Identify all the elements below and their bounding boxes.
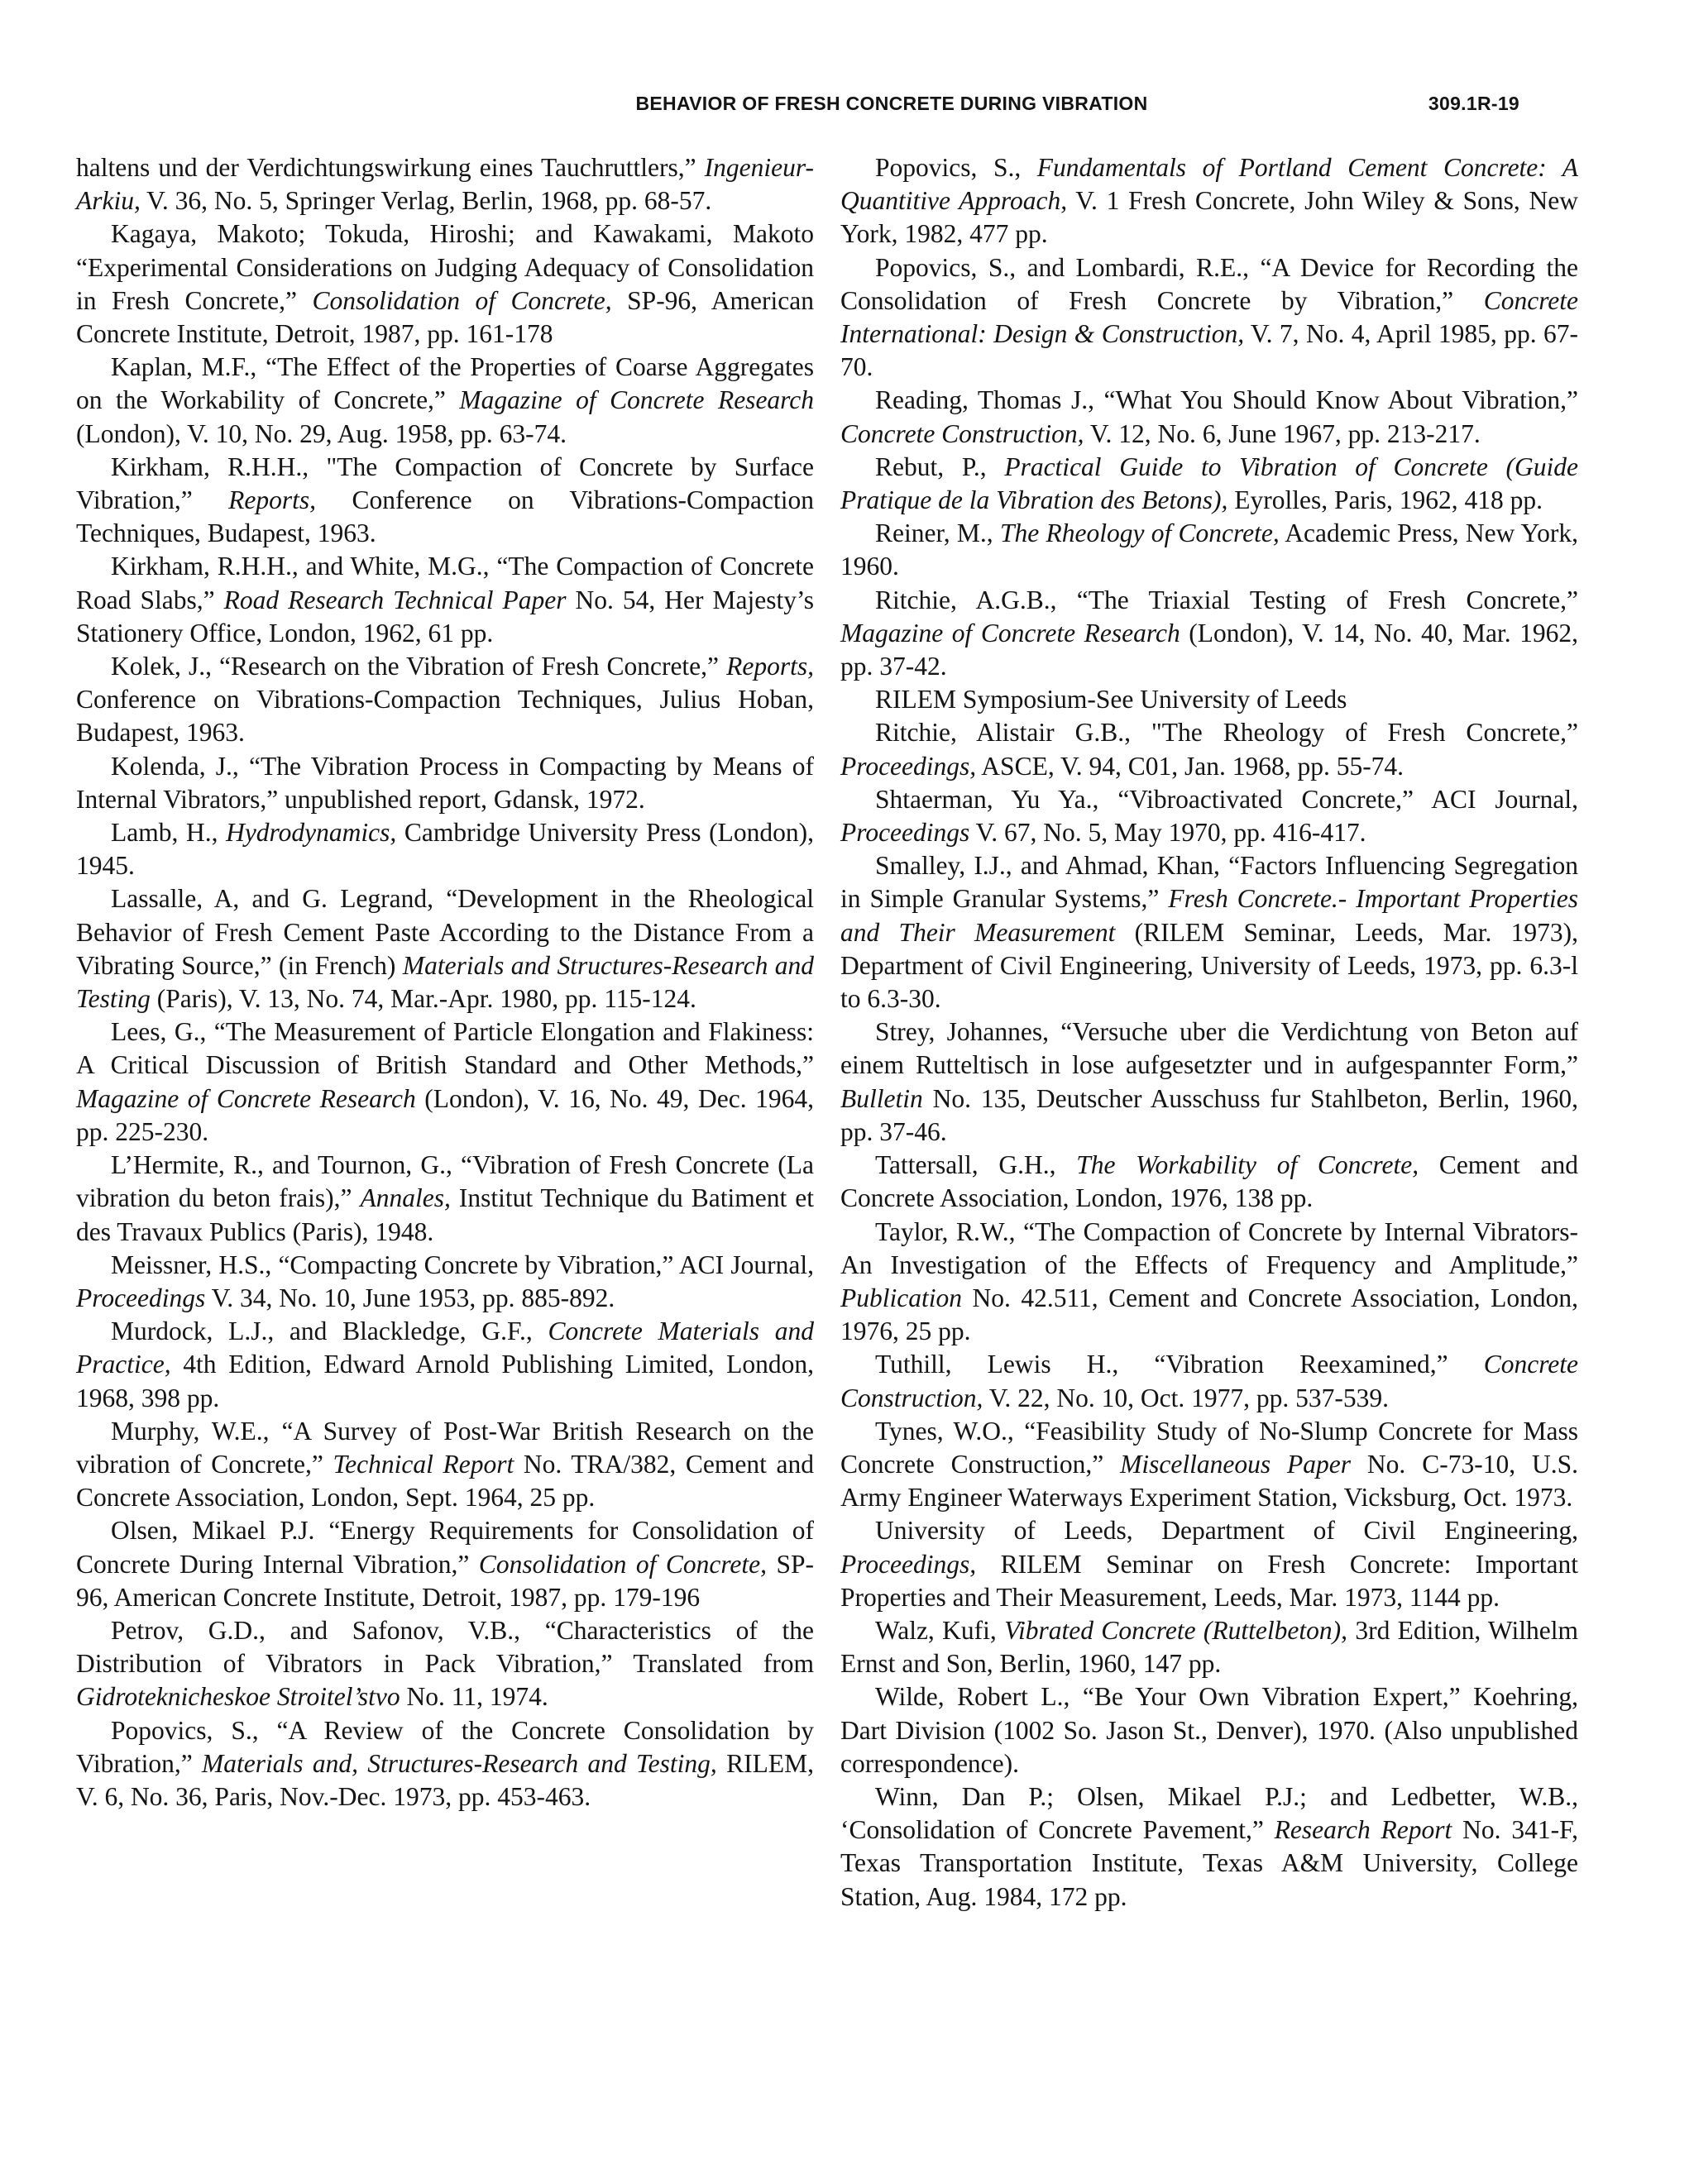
- reference-text: ASCE, V. 94, C01, Jan. 1968, pp. 55-74.: [976, 751, 1404, 781]
- reference-text: Murdock, L.J., and Blackledge, G.F.,: [111, 1317, 548, 1346]
- reference-entry: [840, 1514, 1578, 1614]
- reference-text: Murphy, W.E., “A Survey of Post-War British Research on the vibration of Concrete,”: [76, 1416, 814, 1479]
- reference-entry: [840, 683, 1578, 716]
- reference-title: Magazine of Concrete Research: [459, 385, 814, 415]
- reference-text: V. 67, No. 5, May 1970, pp. 416-417.: [969, 818, 1366, 848]
- reference-text: Kirkham, R.H.H., and White, M.G., “The Compaction of Concrete Road Slabs,”: [76, 552, 814, 614]
- reference-entry: [76, 1514, 814, 1614]
- reference-title: Miscellaneous Paper: [1120, 1449, 1351, 1479]
- reference-text: Cement and Concrete Association, London, 1976, 138 pp.: [840, 1150, 1578, 1213]
- reference-text: Smalley, I.J., and Ahmad, Khan, “Factors Influencing Segregation in Simple Granular Systems,”: [840, 851, 1578, 914]
- reference-entry: [840, 849, 1578, 1016]
- reference-title: Hydrodynamics,: [226, 818, 397, 848]
- reference-text: V. 36, No. 5, Springer Verlag, Berlin, 1968, pp. 68-57.: [140, 186, 712, 216]
- reference-text: Popovics, S., and Lombardi, R.E., “A Device for Recording the Consolidation of Fresh Concrete by Vibration,”: [840, 252, 1578, 315]
- reference-title: Ingenieur-Arkiu,: [76, 153, 814, 216]
- reference-text: Ritchie, Alistair G.B., "The Rheology of Fresh Concrete,”: [875, 718, 1578, 748]
- reference-text: L’Hermite, R., and Tournon, G., “Vibration of Fresh Concrete (La vibration du beton frais),”: [76, 1150, 814, 1213]
- reference-entry: [840, 716, 1578, 782]
- reference-text: Popovics, S.,: [875, 153, 1037, 182]
- reference-text: Tattersall, G.H.,: [875, 1150, 1077, 1180]
- reference-text: Kolenda, J., “The Vibration Process in Compacting by Means of Internal Vibrators,” unpublished report, Gdansk, 1972.: [76, 751, 814, 814]
- reference-text: haltens und der Verdichtungswirkung eines Tauchruttlers,”: [76, 153, 705, 182]
- reference-title: Fresh Concrete.- Important Properties and Their Measurement: [840, 884, 1579, 947]
- reference-text: Petrov, G.D., and Safonov, V.B., “Characteristics of the Distribution of Vibrators in Pack Vibration,” Translated from: [76, 1615, 814, 1679]
- reference-entry: [840, 1016, 1578, 1149]
- reference-entry: [76, 1016, 814, 1149]
- reference-title: Reports,: [228, 485, 317, 515]
- reference-entry: [840, 1149, 1578, 1215]
- reference-title: Proceedings,: [840, 1549, 977, 1579]
- reference-text: Reiner, M.,: [875, 519, 1000, 548]
- reference-entry: [76, 650, 814, 750]
- reference-entry: [840, 251, 1578, 385]
- reference-entry: [840, 384, 1578, 450]
- reference-title: Concrete International: Design & Construction,: [840, 285, 1578, 349]
- reference-entry: [76, 1149, 814, 1249]
- reference-entry: [76, 351, 814, 451]
- running-header: [0, 93, 1694, 126]
- page-number: 309.1R-19: [1428, 93, 1519, 114]
- reference-text: Kagaya, Makoto; Tokuda, Hiroshi; and Kawakami, Makoto “Experimental Considerations on Judging Adequacy of Consolidation in Fresh Concrete,”: [76, 219, 814, 315]
- reference-text: RILEM Symposium-See University of Leeds: [875, 685, 1347, 714]
- reference-entry: [840, 584, 1578, 684]
- reference-text: Eyrolles, Paris, 1962, 418 pp.: [1227, 485, 1543, 515]
- reference-text: (London), V. 10, No. 29, Aug. 1958, pp. 63-74.: [76, 418, 567, 448]
- reference-entry: [76, 550, 814, 650]
- reference-text: No. C-73-10, U.S. Army Engineer Waterways Experiment Station, Vicksburg, Oct. 1973.: [840, 1449, 1579, 1513]
- reference-text: RILEM Seminar on Fresh Concrete: Important Properties and Their Measurement, Leeds, Mar. 1973, 1144 pp.: [840, 1549, 1578, 1612]
- reference-text: Reading, Thomas J., “What You Should Know About Vibration,”: [875, 385, 1578, 415]
- reference-title: Magazine of Concrete Research: [76, 1083, 416, 1113]
- reference-title: Publication: [840, 1283, 962, 1312]
- reference-title: Materials and, Structures-Research and Testing,: [202, 1748, 717, 1778]
- reference-entry: [76, 750, 814, 816]
- reference-title: Proceedings,: [840, 751, 977, 781]
- reference-text: V. 7, No. 4, April 1985, pp. 67-70.: [840, 319, 1578, 382]
- reference-text: SP-96, American Concrete Institute, Detroit, 1987, pp. 161-178: [76, 285, 814, 349]
- reference-title: Reports,: [726, 652, 814, 681]
- reference-text: 4th Edition, Edward Arnold Publishing Limited, London, 1968, 398 pp.: [76, 1350, 814, 1412]
- reference-text: (RILEM Seminar, Leeds, Mar. 1973), Department of Civil Engineering, University of Leeds, 1973, pp. 6.3-l to 6.3-30.: [840, 917, 1579, 1014]
- reference-title: Consolidation of Concrete,: [478, 1549, 768, 1579]
- reference-entry: [76, 1614, 814, 1714]
- reference-title: Materials and Structures-Research and Testing: [76, 950, 814, 1014]
- reference-text: Wilde, Robert L., “Be Your Own Vibration Expert,” Koehring, Dart Division (1002 So. Jason St., Denver), 1970. (Also unpublished correspondence).: [840, 1682, 1578, 1778]
- reference-text: Taylor, R.W., “The Compaction of Concrete by Internal Vibrators-An Investigation of the Effects of Frequency and Amplitude,”: [840, 1216, 1578, 1279]
- reference-title: Research Report: [1274, 1815, 1452, 1845]
- reference-text: Rebut, P.,: [875, 452, 1005, 481]
- reference-column-right: [840, 151, 1578, 1914]
- reference-entry: [840, 1680, 1578, 1780]
- reference-title: Bulletin: [840, 1083, 923, 1113]
- reference-text: Institut Technique du Batiment et des Travaux Publics (Paris), 1948.: [76, 1183, 814, 1246]
- reference-title: Road Research Technical Paper: [223, 585, 567, 614]
- reference-title: Vibrated Concrete (Ruttelbeton),: [1004, 1615, 1347, 1645]
- reference-title: Concrete Construction,: [840, 418, 1084, 448]
- reference-title: Gidroteknicheskoe Stroitel’stvo: [76, 1682, 400, 1712]
- reference-text: Meissner, H.S., “Compacting Concrete by Vibration,” ACI Journal,: [111, 1250, 814, 1279]
- reference-text: No. 42.511, Cement and Concrete Association, London, 1976, 25 pp.: [840, 1283, 1578, 1346]
- reference-title: Concrete Construction,: [840, 1350, 1578, 1412]
- reference-title: The Workability of Concrete,: [1076, 1150, 1419, 1180]
- reference-entry: [840, 151, 1578, 251]
- reference-text: (London), V. 16, No. 49, Dec. 1964, pp. 225-230.: [76, 1083, 814, 1146]
- reference-title: Annales,: [360, 1183, 451, 1213]
- reference-entry: [76, 1249, 814, 1315]
- reference-text: Walz, Kufi,: [875, 1615, 1005, 1645]
- reference-entry: [840, 517, 1578, 583]
- reference-text: Lees, G., “The Measurement of Particle Elongation and Flakiness: A Critical Discussion of British Standard and Other Methods,”: [76, 1017, 814, 1080]
- reference-text: (London), V. 14, No. 40, Mar. 1962, pp. 37-42.: [840, 618, 1578, 681]
- reference-text: Olsen, Mikael P.J. “Energy Requirements for Consolidation of Concrete During Internal Vibration,”: [76, 1516, 814, 1579]
- reference-text: Cambridge University Press (London), 1945.: [76, 818, 814, 881]
- reference-text: No. TRA/382, Cement and Concrete Association, London, Sept. 1964, 25 pp.: [76, 1449, 814, 1513]
- reference-text: No. 341-F, Texas Transportation Institute, Texas A&M University, College Station, Aug. 1984, 172 pp.: [840, 1815, 1578, 1911]
- reference-text: Conference on Vibrations-Compaction Techniques, Budapest, 1963.: [76, 485, 814, 548]
- reference-text: V. 12, No. 6, June 1967, pp. 213-217.: [1084, 418, 1481, 448]
- reference-text: No. 11, 1974.: [400, 1682, 548, 1712]
- reference-entry: [76, 882, 814, 1016]
- reference-text: Tuthill, Lewis H., “Vibration Reexamined,”: [875, 1350, 1484, 1379]
- reference-title: Proceedings: [76, 1283, 206, 1312]
- reference-text: SP-96, American Concrete Institute, Detroit, 1987, pp. 179-196: [76, 1549, 815, 1612]
- reference-text: Popovics, S., “A Review of the Concrete Consolidation by Vibration,”: [76, 1715, 814, 1778]
- reference-entry: [840, 1216, 1578, 1349]
- reference-text: V. 22, No. 10, Oct. 1977, pp. 537-539.: [983, 1383, 1389, 1412]
- reference-text: Kolek, J., “Research on the Vibration of Fresh Concrete,”: [111, 652, 727, 681]
- reference-title: The Rheology of Concrete,: [999, 519, 1280, 548]
- reference-entry: [840, 1415, 1578, 1515]
- reference-text: Lassalle, A, and G. Legrand, “Development in the Rheological Behavior of Fresh Cement Paste According to the Distance From a Vibrating Source,” (in French): [76, 884, 814, 980]
- reference-title: Proceedings: [840, 818, 970, 848]
- reference-entry: [840, 1614, 1578, 1680]
- reference-entry: [840, 1348, 1578, 1414]
- reference-text: Tynes, W.O., “Feasibility Study of No-Slump Concrete for Mass Concrete Construction,”: [840, 1416, 1578, 1479]
- reference-text: Conference on Vibrations-Compaction Techniques, Julius Hoban, Budapest, 1963.: [76, 685, 814, 748]
- reference-text: Winn, Dan P.; Olsen, Mikael P.J.; and Ledbetter, W.B., ‘Consolidation of Concrete Pavement,”: [840, 1781, 1578, 1845]
- reference-title: Fundamentals of Portland Cement Concrete: A Quantitive Approach,: [840, 153, 1579, 216]
- reference-text: Shtaerman, Yu Ya., “Vibroactivated Concrete,” ACI Journal,: [875, 784, 1578, 814]
- reference-text: University of Leeds, Department of Civil Engineering,: [875, 1516, 1578, 1546]
- running-title: BEHAVIOR OF FRESH CONCRETE DURING VIBRATION: [635, 93, 1148, 114]
- reference-entry: [76, 1415, 814, 1515]
- reference-text: V. 34, No. 10, June 1953, pp. 885-892.: [205, 1283, 615, 1312]
- reference-text: Kirkham, R.H.H., "The Compaction of Concrete by Surface Vibration,”: [76, 452, 814, 515]
- reference-text: Ritchie, A.G.B., “The Triaxial Testing of Fresh Concrete,”: [875, 585, 1578, 614]
- reference-entry: [76, 816, 814, 882]
- reference-entry: [76, 1714, 814, 1814]
- reference-entry: [76, 451, 814, 551]
- reference-text: No. 54, Her Majesty’s Stationery Office, London, 1962, 61 pp.: [76, 585, 814, 648]
- reference-text: Strey, Johannes, “Versuche uber die Verdichtung von Beton auf einem Rutteltisch in lose aufgesetzter und in aufgespannter Form,”: [840, 1017, 1578, 1080]
- reference-text: No. 135, Deutscher Ausschuss fur Stahlbeton, Berlin, 1960, pp. 37-46.: [840, 1083, 1578, 1146]
- reference-entry: [840, 1780, 1578, 1914]
- reference-text: Kaplan, M.F., “The Effect of the Properties of Coarse Aggregates on the Workability of Concrete,”: [76, 352, 814, 415]
- reference-title: Magazine of Concrete Research: [840, 618, 1180, 648]
- reference-entry: [76, 217, 814, 351]
- reference-entry: [76, 151, 814, 217]
- reference-title: Consolidation of Concrete,: [312, 285, 612, 315]
- reference-text: 3rd Edition, Wilhelm Ernst and Son, Berlin, 1960, 147 pp.: [840, 1615, 1578, 1679]
- reference-text: V. 1 Fresh Concrete, John Wiley & Sons, New York, 1982, 477 pp.: [840, 186, 1578, 249]
- reference-text: Lamb, H.,: [111, 818, 227, 848]
- reference-entry: [840, 451, 1578, 517]
- reference-column-left: [76, 151, 814, 1814]
- reference-title: Practical Guide to Vibration of Concrete (Guide Pratique de la Vibration des Betons),: [840, 452, 1578, 515]
- reference-title: Concrete Materials and Practice,: [76, 1317, 814, 1379]
- reference-entry: [840, 783, 1578, 849]
- reference-title: Technical Report: [333, 1449, 514, 1479]
- reference-text: RILEM, V. 6, No. 36, Paris, Nov.-Dec. 1973, pp. 453-463.: [76, 1748, 814, 1811]
- reference-text: (Paris), V. 13, No. 74, Mar.-Apr. 1980, pp. 115-124.: [150, 984, 696, 1014]
- reference-entry: [76, 1315, 814, 1415]
- reference-text: Academic Press, New York, 1960.: [840, 519, 1578, 581]
